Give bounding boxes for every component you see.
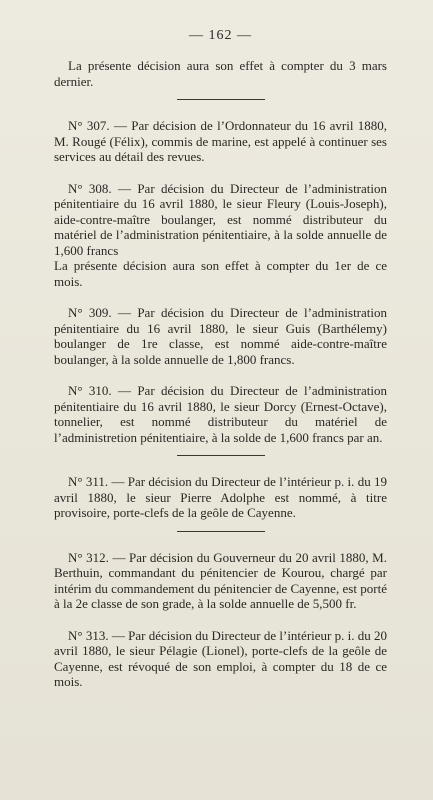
entry-number: N° 311. — [68, 474, 109, 489]
page-number: — 162 — — [189, 28, 252, 43]
entry-text: — Par décision du Directeur de l’administration pénitentiaire du 16 avril 1880, le sieur Dorcy (Ernest-Octave), tonnelier, est nommé distributeur du matériel de l’administretion pénitentiaire, à la solde de 1,600 francs par an. — [54, 383, 387, 445]
entry-number: N° 309. — [68, 305, 112, 320]
entry-number: N° 313. — [68, 627, 109, 643]
entry-text: — Par décision du Directeur de l’intérieur p. i. du 19 avril 1880, le sieur Pierre Adolphe est nommé, à titre provisoire, porte-clefs de la geôle de Cayenne. — [54, 474, 387, 520]
separator-rule — [177, 455, 265, 456]
intro-paragraph: La présente décision aura son effet à compter du 3 mars dernier. — [54, 58, 387, 89]
entry-text: — Par décision du Gouverneur du 20 avril 1880, M. Berthuin, commandant du pénitencier de Kourou, chargé par intérim du commandement du pénitencier de Cayenne, est porté à la 2e classe de son grade, à la solde annuelle de 5,500 fr. — [54, 549, 387, 611]
entry-text: — Par décision de l’Ordonnateur du 16 avril 1880, M. Rougé (Félix), commis de marine, est appelé à continuer ses services au détail des revues. — [54, 118, 387, 164]
separator-rule — [177, 99, 265, 100]
entry-text: — Par décision du Directeur de l’intérieur p. i. du 20 avril 1880, le sieur Pélagie (Lionel), porte-clefs de la geôle de Cayenne, est révoqué de son emploi, à compter du 18 de ce mois. — [54, 627, 387, 689]
entry-308 — [54, 181, 387, 290]
entry-number: N° 310. — [68, 383, 112, 398]
entry-extra: La présente décision aura son effet à compter du 1er de ce mois. — [54, 258, 387, 289]
entry-number: N° 308. — [68, 180, 112, 196]
entry-text: — Par décision du Directeur de l’administration pénitentiaire du 16 avril 1880, le sieur Fleury (Louis-Joseph), aide-contre-maître boulanger, est nommé distributeur du matériel de l’administration pénitentiaire, à la solde annuelle de 1,600 francs — [54, 180, 387, 258]
entry-309 — [54, 305, 387, 367]
entry-310 — [54, 383, 387, 445]
entry-307 — [54, 118, 387, 165]
separator-rule — [177, 531, 265, 532]
entry-313 — [54, 628, 387, 690]
entry-text: — Par décision du Directeur de l’administration pénitentiaire du 16 avril 1880, le sieur Guis (Barthélemy) boulanger de 1re classe, est nommé aide-contre-maître boulanger, à la solde annuelle de 1,800 francs. — [54, 305, 387, 367]
entry-311 — [54, 474, 387, 521]
entry-312 — [54, 550, 387, 612]
entry-number: N° 307. — [68, 118, 110, 133]
entry-number: N° 312. — [68, 549, 109, 565]
